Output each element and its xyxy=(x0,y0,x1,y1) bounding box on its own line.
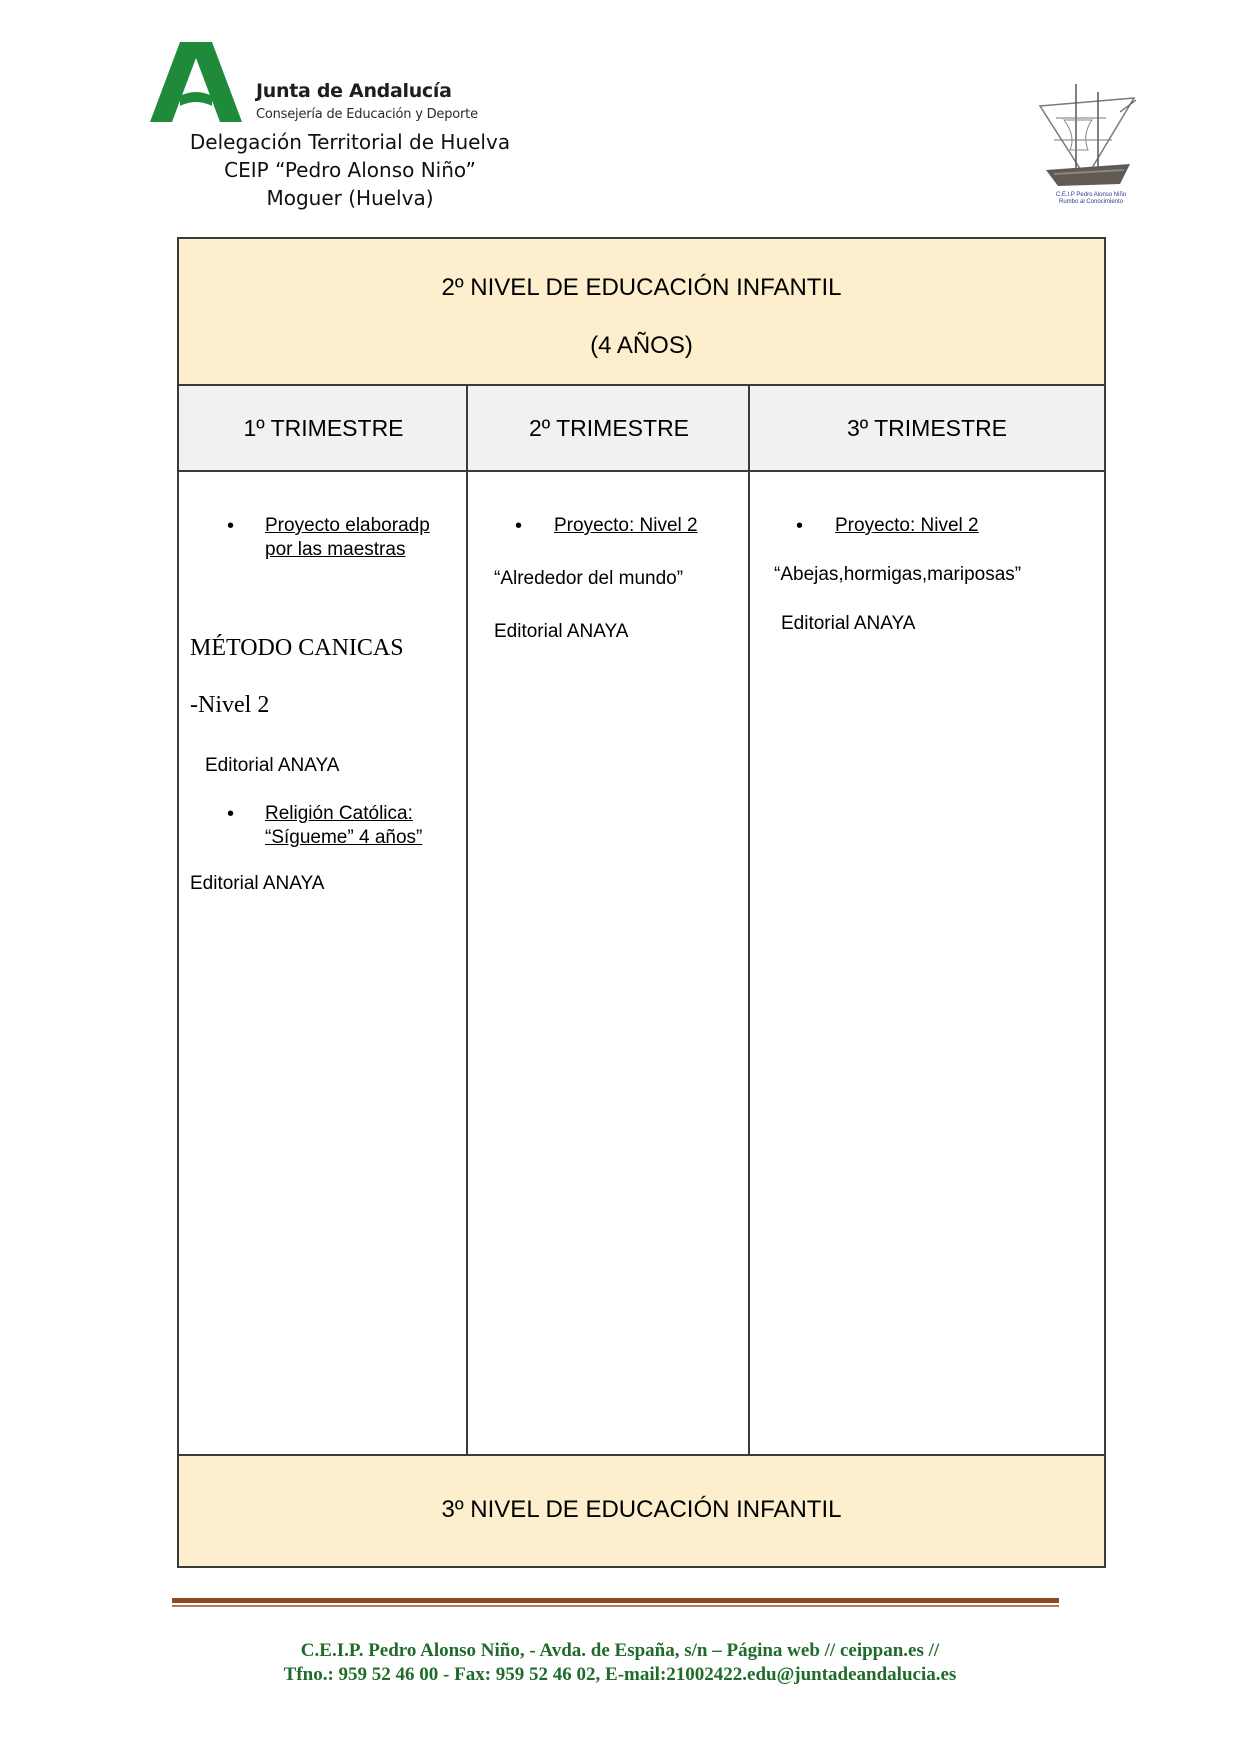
terms-content-row xyxy=(179,472,1104,1456)
col3-editorial: Editorial ANAYA xyxy=(781,613,916,634)
bullet-icon: • xyxy=(227,803,235,825)
footer-rule-thin xyxy=(172,1605,1059,1607)
col2-title: “Alrededor del mundo” xyxy=(494,568,684,589)
footer-line-1: C.E.I.P. Pedro Alonso Niño, - Avda. de España, s/n – Página web // ceippan.es // xyxy=(300,1640,940,1661)
school-logo-caption: C.E.I.P Pedro Alonso Niño Rumbo al Conocimiento xyxy=(1055,192,1127,205)
col2-editorial: Editorial ANAYA xyxy=(494,621,629,642)
town-line: Moguer (Huelva) xyxy=(266,186,434,210)
term-2-header: 2º TRIMESTRE xyxy=(528,415,690,441)
col1-project-line2: por las maestras xyxy=(265,539,406,560)
delegation-line: Delegación Territorial de Huelva xyxy=(189,130,511,154)
terms-header-row xyxy=(179,386,1104,472)
col3-title: “Abejas,hormigas,mariposas” xyxy=(774,564,1022,585)
school-address-block xyxy=(160,128,540,212)
school-name-line: CEIP “Pedro Alonso Niño” xyxy=(224,158,476,182)
bullet-icon: • xyxy=(515,515,523,537)
col3-project: Proyecto: Nivel 2 xyxy=(835,515,979,536)
col1-method: MÉTODO CANICAS xyxy=(190,635,404,661)
term-3-header: 3º TRIMESTRE xyxy=(846,415,1008,441)
col1-religion-line1: Religión Católica: xyxy=(265,803,413,824)
junta-andalucia-logo xyxy=(150,42,242,122)
bullet-icon: • xyxy=(227,515,235,537)
org-name: Junta de Andalucía xyxy=(256,80,452,102)
level-age: (4 AÑOS) xyxy=(590,332,693,359)
bullet-icon: • xyxy=(796,515,804,537)
column-divider xyxy=(466,386,468,1456)
col2-project: Proyecto: Nivel 2 xyxy=(554,515,698,536)
next-level-title: 3º NIVEL DE EDUCACIÓN INFANTIL xyxy=(441,1496,842,1523)
footer-line-2: Tfno.: 959 52 46 00 - Fax: 959 52 46 02, E-mail:21002422.edu@juntadeandalucia.es xyxy=(283,1664,957,1685)
col1-method-level: -Nivel 2 xyxy=(190,692,270,718)
next-level-row xyxy=(179,1456,1104,1566)
col1-project-line1: Proyecto elaboradp xyxy=(265,515,430,536)
level-title: 2º NIVEL DE EDUCACIÓN INFANTIL xyxy=(441,274,842,301)
col1-method-editorial: Editorial ANAYA xyxy=(205,755,340,776)
term-1-header: 1º TRIMESTRE xyxy=(243,415,404,441)
level-header-row xyxy=(179,239,1104,386)
org-department: Consejería de Educación y Deporte xyxy=(256,107,478,122)
book-list-table xyxy=(177,237,1106,1568)
footer-rule xyxy=(172,1598,1059,1603)
col1-religion-editorial: Editorial ANAYA xyxy=(190,873,325,894)
school-ship-logo xyxy=(1036,78,1146,208)
col1-religion-line2: “Sígueme” 4 años” xyxy=(265,827,423,848)
column-divider xyxy=(748,386,750,1456)
